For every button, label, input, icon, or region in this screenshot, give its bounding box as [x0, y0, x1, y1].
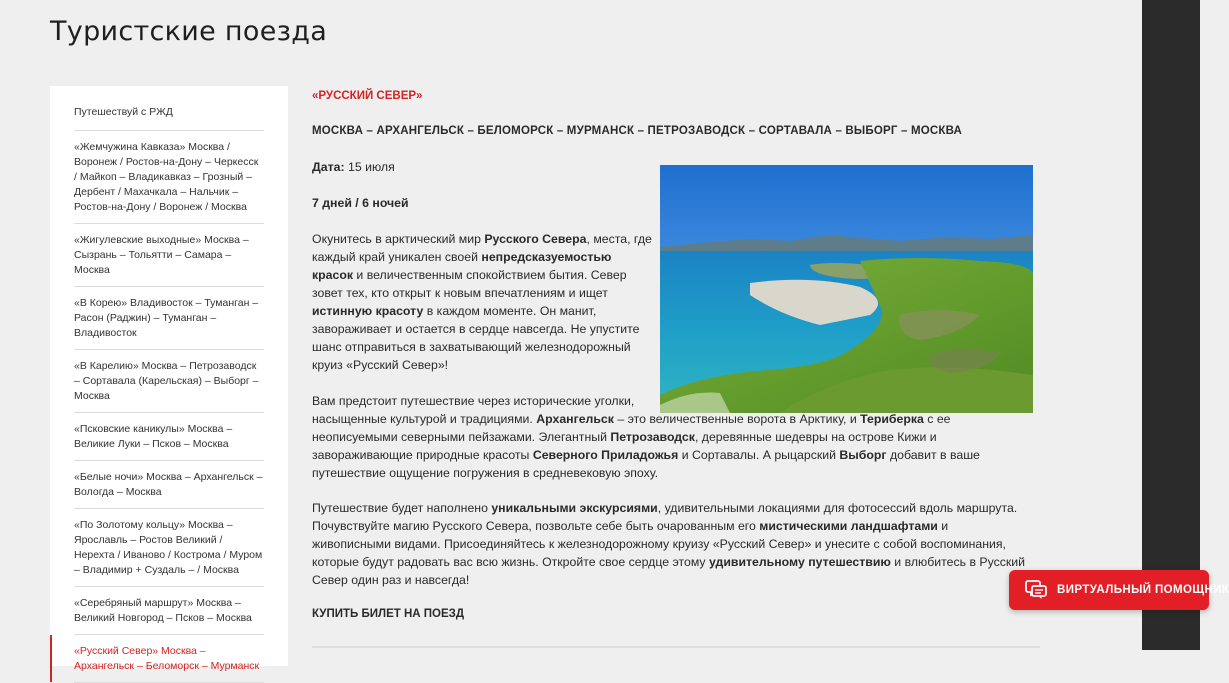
buy-ticket-link[interactable]: КУПИТЬ БИЛЕТ НА ПОЕЗД	[312, 608, 465, 620]
sidebar-item-russian-north[interactable]: «Русский Север» Москва – Архангельск – Беломорск – Мурманск	[74, 635, 264, 683]
sidebar-item-karelia[interactable]: «В Карелию» Москва – Петрозаводск – Сортавала (Карельская) – Выборг – Москва	[74, 350, 264, 413]
date-value: 15 июля	[347, 160, 395, 174]
sidebar-item-silver-route[interactable]: «Серебряный маршрут» Москва – Великий Новгород – Псков – Москва	[74, 587, 264, 635]
sidebar-item-white-nights[interactable]: «Белые ночи» Москва – Архангельск – Вологда – Москва	[74, 461, 264, 509]
sidebar-item-pskov[interactable]: «Псковские каникулы» Москва – Великие Луки – Псков – Москва	[74, 413, 264, 461]
sidebar-item-korea[interactable]: «В Корею» Владивосток – Туманган – Расон (Раджин) – Туманган – Владивосток	[74, 287, 264, 350]
excursions-paragraph: Путешествие будет наполнено уникальными экскурсиями, удивительными локациями для фотосессий вдоль маршрута. Почувствуйте магию Русского Севера, позвольте себе быть очарованным его мистическими ландшафтами и живописными видами. Присоединяйтесь к железнодорожному круизу «Русский Север» и унесите с собой воспоминания, которые будут радовать вас всю жизнь. Откройте свое сердце этому удивительному путешествию и влюбитесь в Русский Север один раз и навсегда!	[312, 501, 1026, 587]
bottom-divider	[312, 646, 1040, 648]
right-dark-strip	[1142, 0, 1200, 650]
tour-date	[312, 158, 395, 176]
arctic-coast-photo	[660, 165, 1033, 413]
tour-duration: 7 дней / 6 ночей	[312, 196, 409, 210]
virtual-assistant-button[interactable]	[1009, 570, 1229, 610]
intro-paragraph: Окунитесь в арктический мир Русского Севера, места, где каждый край уникален своей непредсказуемостью красок и величественным спокойствием бытия. Север зовет тех, кто открыт к новым впечатлениям и ищет истинную красоту в каждом моменте. Он манит, завораживает и остается в сердце навсегда. Не упустите шанс отправиться в захватывающий железнодорожный круиз «Русский Север»!	[312, 232, 652, 372]
sidebar-item-golden-ring[interactable]: «По Золотому кольцу» Москва – Ярославль – Ростов Великий / Нерехта / Иваново / Кострома / Муром – Владимир + Суздаль – / Москва	[74, 509, 264, 587]
date-label: Дата:	[312, 160, 345, 174]
history-paragraph: Вам предстоит путешествие через исторические уголки, насыщенные культурой и традициями. Архангельск – это величественные ворота в Арктику, и Териберка с ее неописуемыми северными пейзажами. Элегантный Петрозаводск, деревянные шедевры на острове Кижи и завораживающие природные красоты Северного Приладожья и Сортавалы. А рыцарский Выборг добавит в ваше путешествие ощущение погружения в средневековую эпоху.	[312, 394, 980, 480]
tour-name: «РУССКИЙ СЕВЕР»	[312, 90, 423, 102]
chat-icon	[1025, 580, 1047, 600]
page-title: Туристские поезда	[50, 16, 328, 47]
sidebar-item-caucasus[interactable]: «Жемчужина Кавказа» Москва / Воронеж / Ростов-на-Дону – Черкесск / Майкоп – Владикавказ – Грозный – Дербент / Махачкала – Нальчик – Ростов-на-Дону / Воронеж / Москва	[74, 131, 264, 224]
tour-route: МОСКВА – АРХАНГЕЛЬСК – БЕЛОМОРСК – МУРМАНСК – ПЕТРОЗАВОДСК – СОРТАВАЛА – ВЫБОРГ – МОСКВА	[312, 125, 963, 137]
sidebar-item-travel-rzd[interactable]: Путешествуй с РЖД	[74, 86, 264, 131]
sidebar-nav	[50, 86, 288, 672]
sidebar-item-zhiguli[interactable]: «Жигулевские выходные» Москва – Сызрань – Тольятти – Самара – Москва	[74, 224, 264, 287]
virtual-assistant-label: ВИРТУАЛЬНЫЙ ПОМОЩНИК	[1057, 584, 1229, 596]
